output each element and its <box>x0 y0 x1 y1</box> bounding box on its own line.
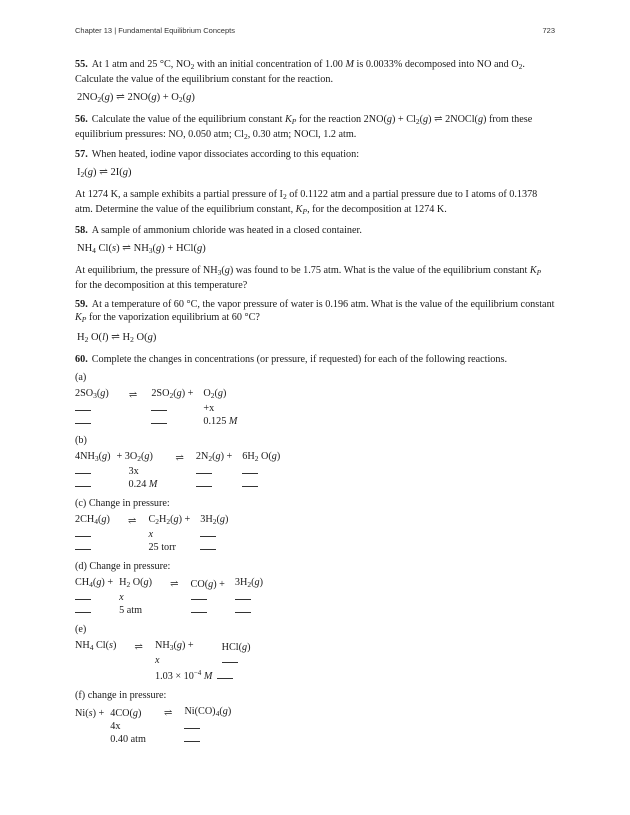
question-60: 60. Complete the changes in concentrations (or pressure, if requested) for each of the following reactions. <box>75 354 508 365</box>
ice-table-c: $2CH_4(g)$ ⇌ $C_2H_2(g)$ + $3H_2(g)$ x 25 torr <box>75 514 229 553</box>
equation-59: $H_2$ O(l) ⇌ $H_2$ O(g) <box>77 332 157 344</box>
question-58-body: At equilibrium, the pressure of $NH_3(g)$ was found to be 1.75 atm. What is the value of the equilibrium constant $K_P$ for the decomposition at this temperature? <box>75 265 542 291</box>
page-body <box>75 58 555 752</box>
question-59: 59. At a temperature of 60 °C, the vapor pressure of water is 0.196 atm. What is the value of the equilibrium constant $K_P$ for the vaporization equilibrium at 60 °C? <box>75 299 555 324</box>
part-a-label: (a) <box>75 372 87 383</box>
question-58: 58. A sample of ammonium chloride was heated in a closed container. <box>75 225 362 236</box>
ice-table-e: $NH_4$ Cl(s) ⇌ $NH_3(g)$ + HCl(g) x $1.03 \times 10^{-4}$ M <box>75 640 251 682</box>
ice-table-b: $4NH_3(g)$ + $3O_2(g)$ ⇌ $2N_2(g)$ + $6H_2$ O(g) 3x 0.24 M <box>75 451 281 490</box>
equation-58: $NH_4$ Cl(s) ⇌ $NH_3(g) + HCl(g)$ <box>77 243 206 255</box>
part-c-label: (c) Change in pressure: <box>75 498 170 509</box>
ice-table-a: $2SO_3(g)$ ⇌ $2SO_2(g)$ + $O_2(g)$ +x 0.125 M <box>75 388 238 427</box>
question-57: 57. When heated, iodine vapor dissociates according to this equation: <box>75 149 360 160</box>
part-f-label: (f) change in pressure: <box>75 690 167 701</box>
ice-table-d: $CH_4(g)$ + $H_2$ O(g) ⇌ CO(g) + $3H_2(g)$ x 5 atm <box>75 577 263 616</box>
part-e-label: (e) <box>75 624 87 635</box>
part-b-label: (b) <box>75 435 87 446</box>
question-56: 56. Calculate the value of the equilibrium constant $K_P$ for the reaction $2NO(g) + Cl_2(g)$ ⇌ 2NOCl(g) from these equilibrium pressures: NO, 0.050 atm; $Cl_2$, 0.30 atm; NOCl, 1.2 atm. <box>75 114 533 141</box>
equation-57: $I_2(g)$ ⇌ 2I(g) <box>77 167 132 179</box>
part-d-label: (d) Change in pressure: <box>75 561 171 572</box>
equation-55: $2NO_2(g)$ ⇌ $2NO(g) + O_2(g)$ <box>77 92 195 104</box>
page-number: 723 <box>542 26 555 35</box>
running-header-chapter: Chapter 13 | Fundamental Equilibrium Concepts <box>75 26 235 35</box>
ice-table-f: Ni(s) + 4CO(g) ⇌ $Ni(CO)_4(g)$ 4x 0.40 atm <box>75 706 232 745</box>
question-55: 55. At 1 atm and 25 °C, $NO_2$ with an initial concentration of 1.00 M is 0.0033% decomposed into NO and $O_2$. Calculate the value of the equilibrium constant for the reaction. <box>75 59 525 85</box>
question-57-body: At 1274 K, a sample exhibits a partial pressure of $I_2$ of 0.1122 atm and a partial pressure due to I atoms of 0.1378 atm. Determine the value of the equilibrium constant, $K_P$, for the decomposition at 1274 K. <box>75 189 538 216</box>
